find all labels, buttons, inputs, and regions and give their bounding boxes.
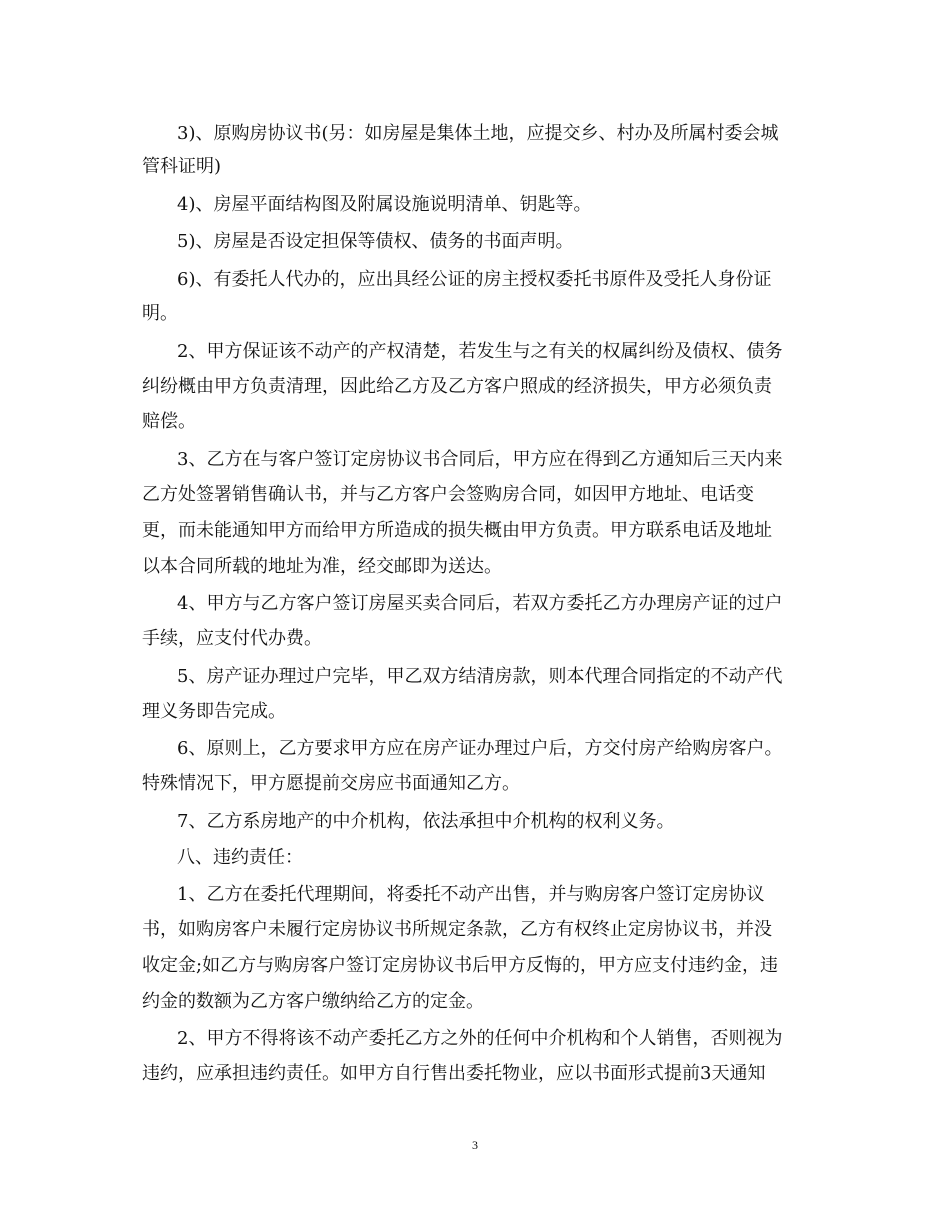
text-line: 约金的数额为乙方客户缴纳给乙方的定金。 bbox=[142, 991, 484, 1012]
text-line: 书，如购房客户未履行定房协议书所规定条款，乙方有权终止定房协议书，并没 bbox=[142, 919, 772, 940]
text-line: 3、乙方在与客户签订定房协议书合同后，甲方应在得到乙方通知后三天内来 bbox=[177, 449, 783, 470]
text-line: 4、甲方与乙方客户签订房屋买卖合同后，若双方委托乙方办理房产证的过户 bbox=[177, 593, 783, 614]
page-number: 3 bbox=[472, 1138, 478, 1152]
text-line: 理义务即告完成。 bbox=[142, 701, 286, 722]
text-line: 违约，应承担违约责任。如甲方自行售出委托物业，应以书面形式提前3天通知 bbox=[142, 1063, 766, 1084]
text-line: 更，而未能通知甲方而给甲方所造成的损失概由甲方负责。甲方联系电话及地址 bbox=[142, 520, 772, 541]
text-line: 4)、房屋平面结构图及附属设施说明清单、钥匙等。 bbox=[177, 194, 592, 215]
text-line: 6、原则上，乙方要求甲方应在房产证办理过户后，方交付房产给购房客户。 bbox=[177, 738, 783, 759]
text-line: 6)、有委托人代办的，应出具经公证的房主授权委托书原件及受托人身份证 bbox=[177, 269, 772, 290]
text-line: 2、甲方保证该不动产的产权清楚，若发生与之有关的权属纠纷及债权、债务 bbox=[177, 341, 783, 362]
text-line: 乙方处签署销售确认书，并与乙方客户会签购房合同，如因甲方地址、电话变 bbox=[142, 484, 754, 505]
text-line: 3)、原购房协议书(另：如房屋是集体土地，应提交乡、村办及所属村委会城 bbox=[177, 123, 779, 144]
text-line: 以本合同所载的地址为准，经交邮即为送达。 bbox=[142, 556, 502, 577]
text-line: 赔偿。 bbox=[142, 411, 196, 432]
text-line: 手续，应支付代办费。 bbox=[142, 628, 322, 649]
text-line: 7、乙方系房地产的中介机构，依法承担中介机构的权利义务。 bbox=[177, 811, 675, 832]
text-line: 2、甲方不得将该不动产委托乙方之外的任何中介机构和个人销售，否则视为 bbox=[177, 1028, 783, 1049]
text-line: 管科证明) bbox=[142, 156, 222, 177]
text-line: 1、乙方在委托代理期间，将委托不动产出售，并与购房客户签订定房协议 bbox=[177, 884, 765, 905]
text-line: 纠纷概由甲方负责清理，因此给乙方及乙方客户照成的经济损失，甲方必须负责 bbox=[142, 376, 772, 397]
text-line: 5、房产证办理过户完毕，甲乙双方结清房款，则本代理合同指定的不动产代 bbox=[177, 666, 783, 687]
section-heading: 八、违约责任： bbox=[177, 847, 303, 868]
text-line: 明。 bbox=[142, 303, 178, 324]
text-line: 特殊情况下，甲方愿提前交房应书面通知乙方。 bbox=[142, 773, 520, 794]
text-line: 收定金;如乙方与购房客户签订定房协议书后甲方反悔的，甲方应支付违约金，违 bbox=[142, 955, 779, 976]
text-line: 5)、房屋是否设定担保等债权、债务的书面声明。 bbox=[177, 231, 574, 252]
